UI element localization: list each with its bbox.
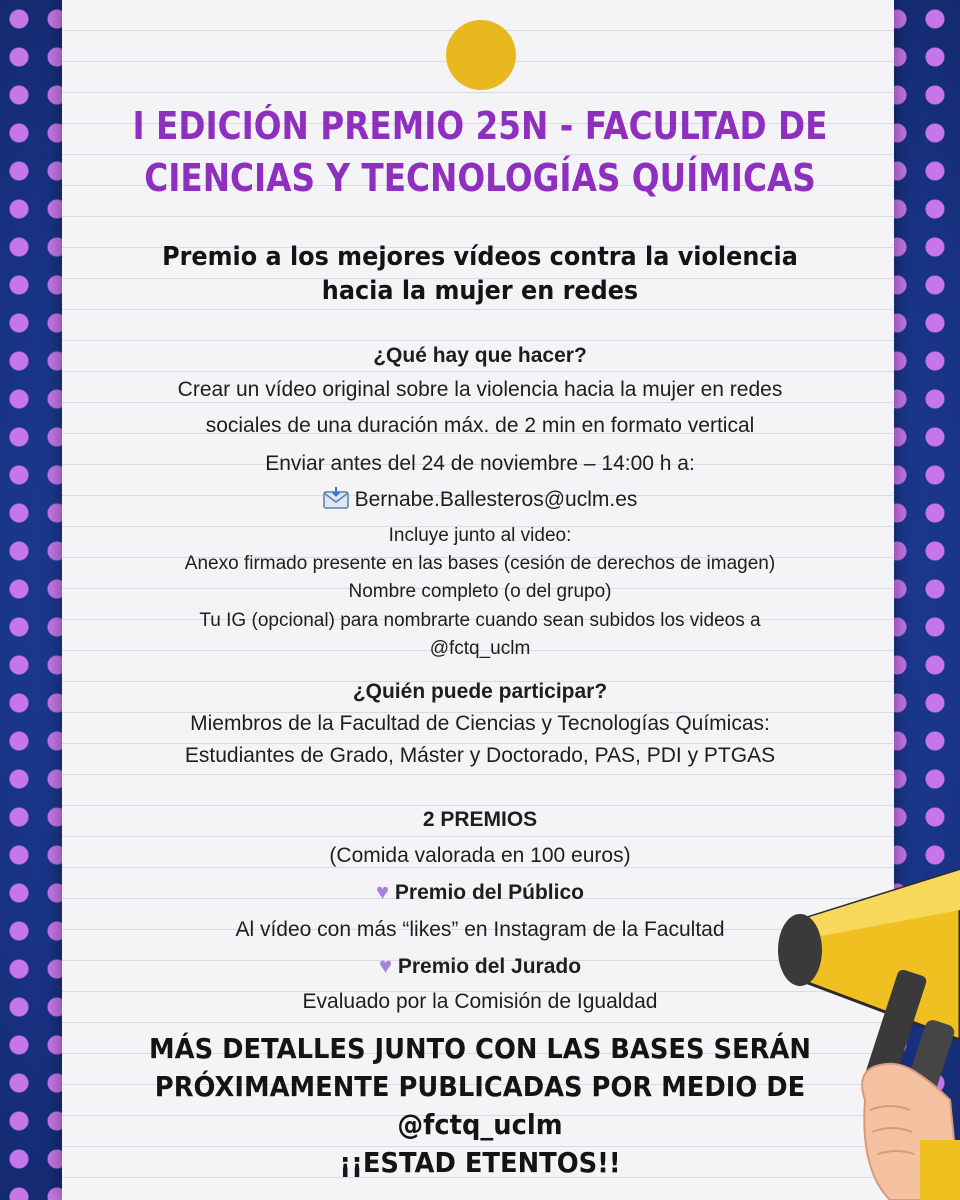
purple-heart-icon: ♥ bbox=[376, 879, 390, 904]
poster-subtitle bbox=[38, 240, 921, 308]
what-heading: ¿Qué hay que hacer? bbox=[373, 344, 587, 367]
megaphone-icon bbox=[760, 870, 960, 1200]
what-line-1: Crear un vídeo original sobre la violencia hacia la mujer en redes bbox=[177, 378, 783, 401]
include-item-name: Nombre completo (o del grupo) bbox=[348, 581, 612, 602]
include-item-annex: Anexo firmado presente en las bases (cesión de derechos de imagen) bbox=[184, 553, 776, 574]
who-heading: ¿Quién puede participar? bbox=[352, 680, 608, 703]
prizes-value: (Comida valorada en 100 euros) bbox=[329, 844, 631, 867]
footer-handle: @fctq_uclm bbox=[397, 1108, 563, 1141]
deadline-text: Enviar antes del 24 de noviembre – 14:00 h a: bbox=[265, 452, 695, 475]
subtitle-line-1: Premio a los mejores vídeos contra la violencia bbox=[162, 242, 798, 272]
purple-heart-icon: ♥ bbox=[378, 953, 392, 978]
prizes-heading: 2 PREMIOS bbox=[422, 808, 538, 831]
envelope-icon bbox=[323, 485, 349, 521]
who-line-2: Estudiantes de Grado, Máster y Doctorado, PAS, PDI y PTGAS bbox=[184, 744, 776, 767]
instagram-handle[interactable]: @fctq_uclm bbox=[429, 638, 531, 659]
poster-title bbox=[67, 100, 893, 204]
jury-prize-label: Premio del Jurado bbox=[397, 955, 582, 978]
title-line-1: I EDICIÓN PREMIO 25N - FACULTAD DE bbox=[132, 104, 828, 148]
footer-line-4: ¡¡ESTAD ETENTOS!! bbox=[339, 1146, 621, 1179]
subtitle-line-2: hacia la mujer en redes bbox=[321, 276, 639, 306]
email-link[interactable]: Bernabe.Ballesteros@uclm.es bbox=[354, 488, 638, 511]
public-prize-label: Premio del Público bbox=[394, 881, 584, 904]
title-line-2: CIENCIAS Y TECNOLOGÍAS QUÍMICAS bbox=[144, 156, 816, 200]
what-line-2: sociales de una duración máx. de 2 min en formato vertical bbox=[205, 414, 755, 437]
public-prize-desc: Al vídeo con más “likes” en Instagram de la Facultad bbox=[235, 918, 725, 941]
include-item-ig: Tu IG (opcional) para nombrarte cuando sean subidos los videos a bbox=[199, 610, 761, 631]
include-heading: Incluye junto al video: bbox=[388, 525, 572, 546]
footer-line-2: PRÓXIMAMENTE PUBLICADAS POR MEDIO DE bbox=[154, 1070, 806, 1103]
jury-prize-desc: Evaluado por la Comisión de Igualdad bbox=[302, 990, 658, 1013]
yellow-circle-decoration bbox=[446, 20, 516, 90]
footer-line-1: MÁS DETALLES JUNTO CON LAS BASES SERÁN bbox=[149, 1032, 811, 1065]
email-row bbox=[0, 482, 960, 521]
who-line-1: Miembros de la Facultad de Ciencias y Tecnologías Químicas: bbox=[190, 712, 770, 735]
